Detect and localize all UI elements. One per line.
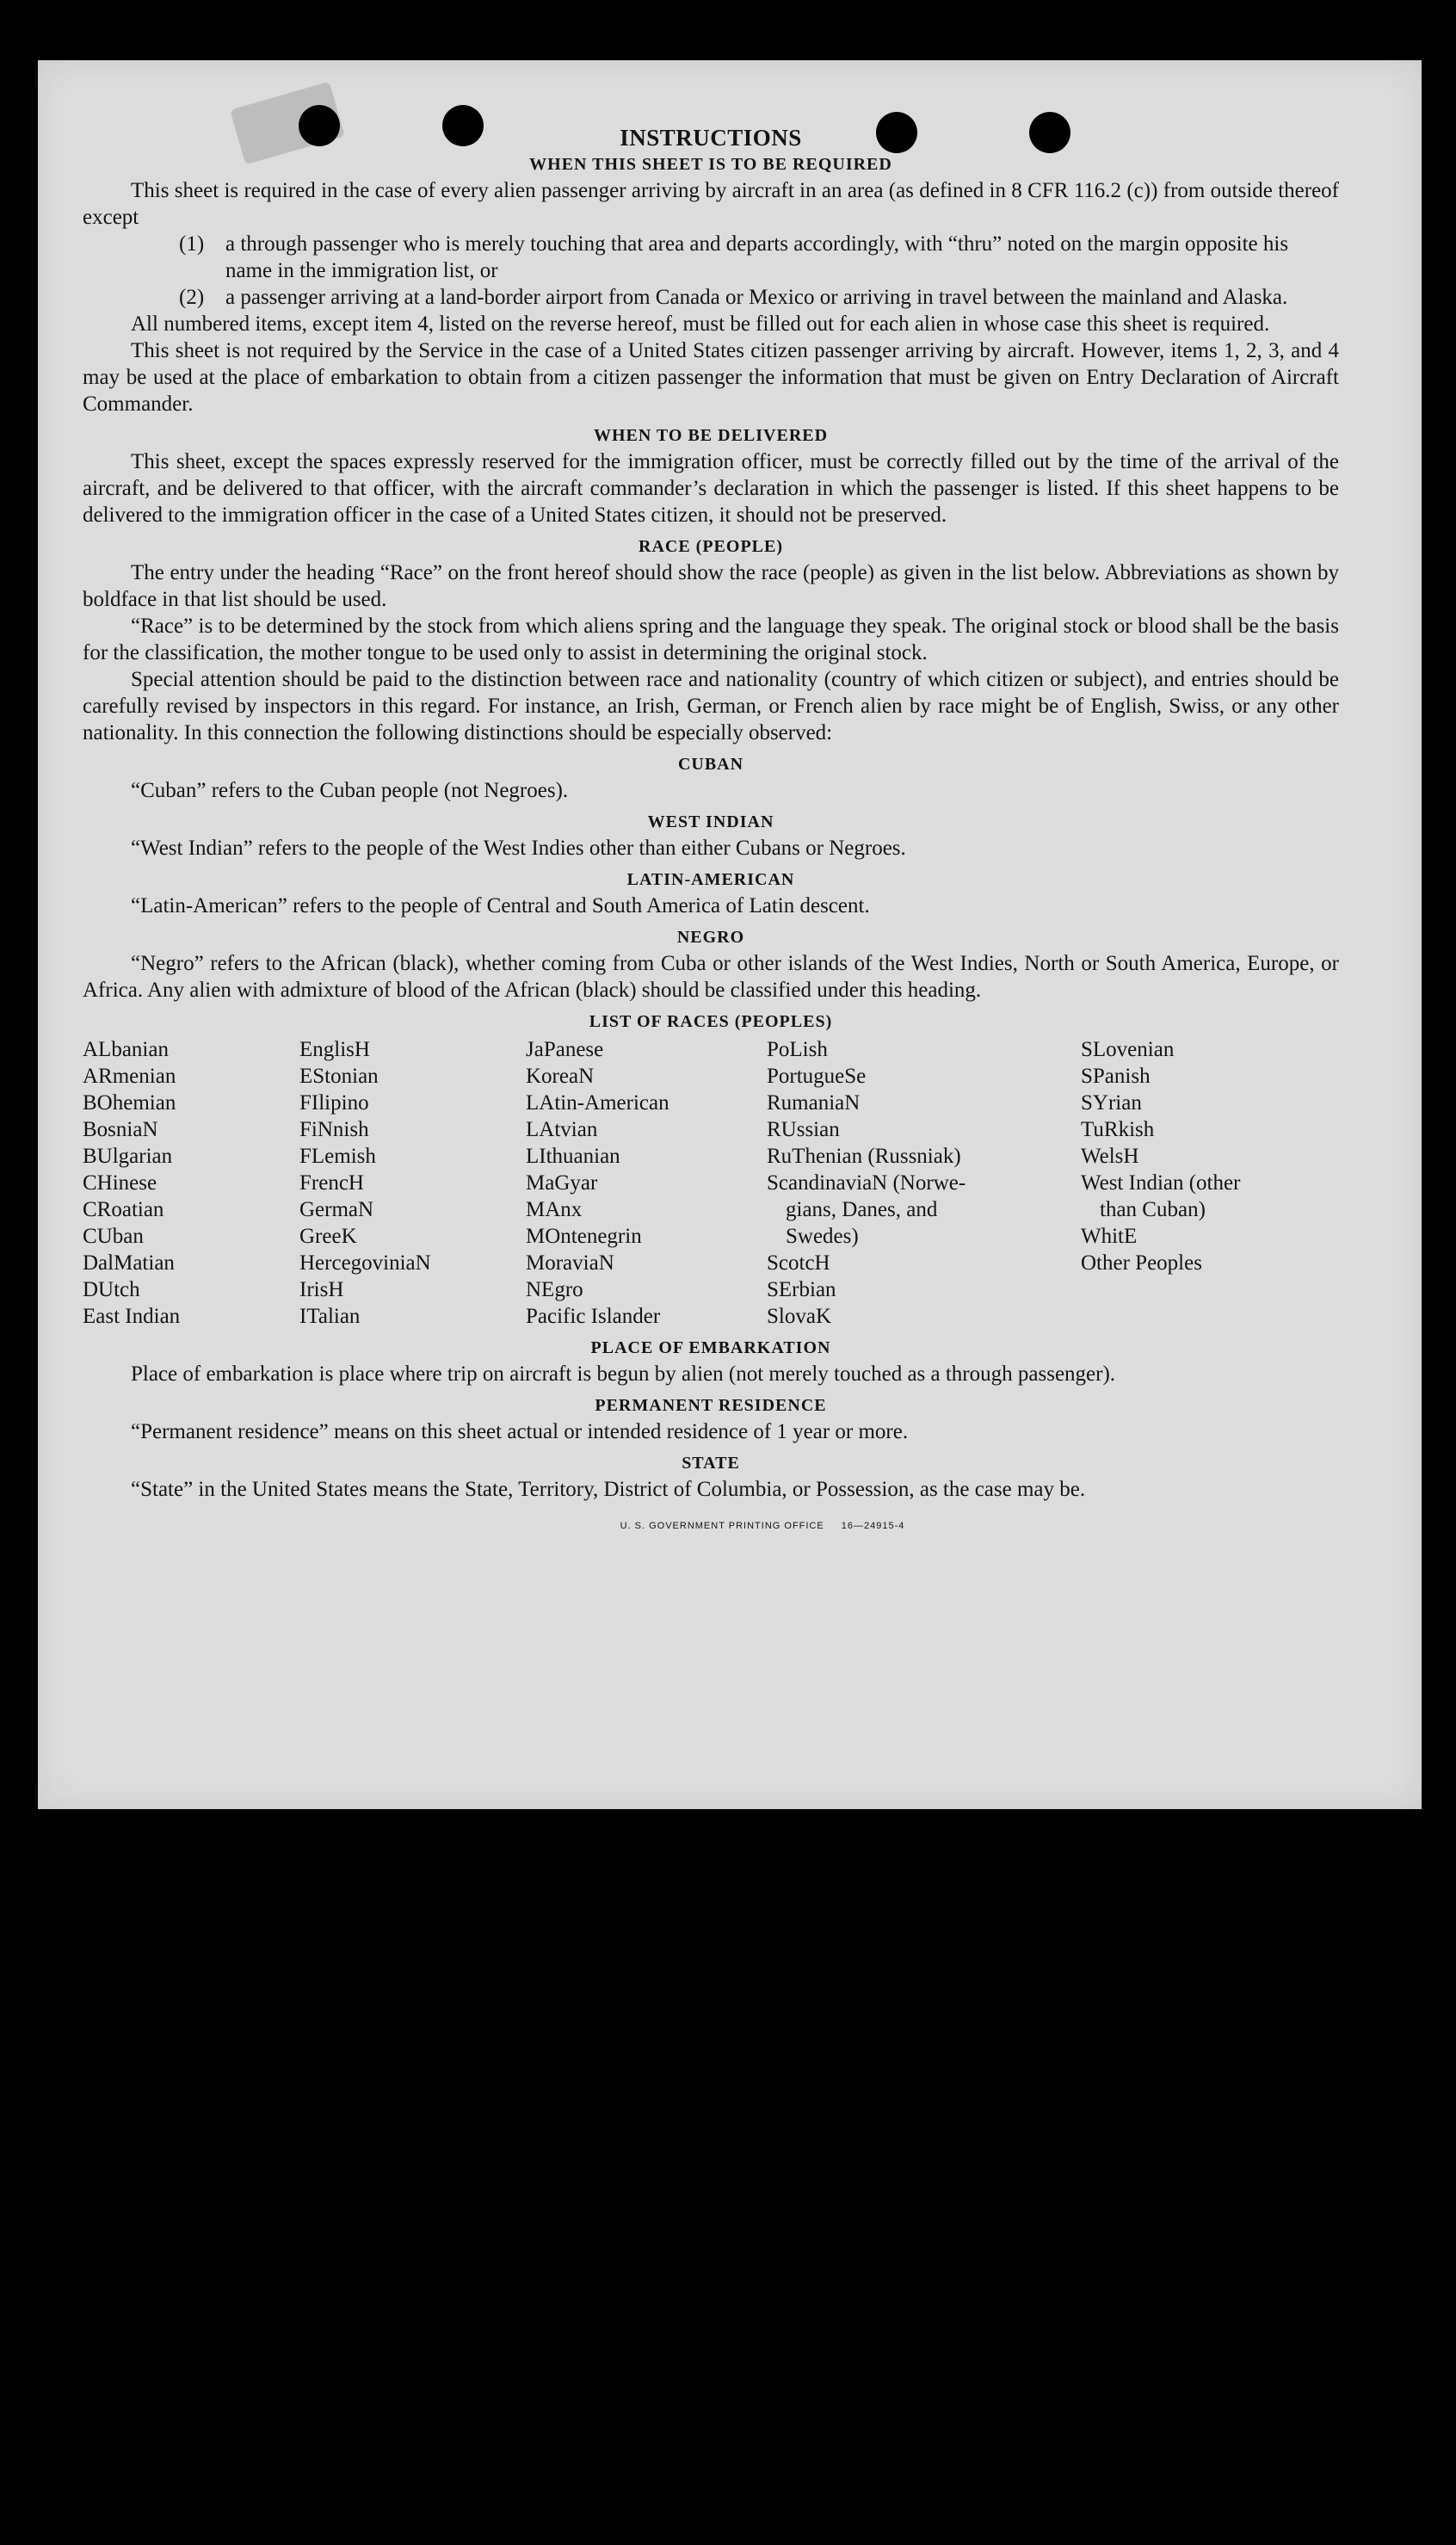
race-entry: NEgro	[526, 1278, 583, 1301]
races-column	[299, 1036, 526, 1330]
numbered-items-paragraph: All numbered items, except item 4, listed on the reverse hereof, must be filled out for each alien in whose case this sheet is required.	[131, 312, 1270, 336]
race-entry: LAtin-American	[526, 1091, 669, 1115]
race-entry: TuRkish	[1081, 1118, 1155, 1141]
race-entry: BUlgarian	[83, 1145, 173, 1168]
race-entry: SYrian	[1081, 1091, 1142, 1115]
race-entry: WelsH	[1081, 1145, 1139, 1168]
race-entry: ALbanian	[83, 1038, 169, 1061]
form-code: 16—24915-4	[841, 1521, 905, 1531]
race-entry: PortugueSe	[767, 1065, 867, 1088]
exception-item	[83, 284, 1339, 311]
list-of-races-heading: LIST OF RACES (PEOPLES)	[589, 1012, 833, 1031]
negro-heading: NEGRO	[676, 928, 745, 947]
race-entry: BOhemian	[83, 1091, 176, 1115]
race-entry: IrisH	[299, 1278, 344, 1301]
when-required-heading: WHEN THIS SHEET IS TO BE REQUIRED	[529, 155, 892, 174]
race-entry: CRoatian	[83, 1198, 164, 1221]
race-entry: RumaniaN	[767, 1091, 861, 1115]
race-entry: ScotcH	[767, 1251, 830, 1275]
when-delivered-heading: WHEN TO BE DELIVERED	[593, 426, 829, 445]
race-entry: Other Peoples	[1081, 1251, 1202, 1275]
race-entry: FIlipino	[299, 1091, 369, 1115]
race-entry: KoreaN	[526, 1065, 595, 1088]
race-entry: DUtch	[83, 1278, 140, 1301]
race-paragraph: “Race” is to be determined by the stock from which aliens spring and the language they speak. The original stock or blood shall be the basis for the classification, the mother tongue to be used only to assist in determining the original stock.	[83, 615, 1339, 664]
embarkation-paragraph: Place of embarkation is place where trip on aircraft is begun by alien (not merely touched as a through passenger).	[131, 1362, 1116, 1386]
race-paragraph: The entry under the heading “Race” on the front hereof should show the race (people) as given in the list below. Abbreviations as shown by boldface in that list should be used.	[83, 561, 1339, 611]
races-table	[83, 1036, 1339, 1330]
race-entry: LAtvian	[526, 1118, 598, 1141]
race-entry: SPanish	[1081, 1065, 1151, 1088]
race-entry: ITalian	[299, 1305, 361, 1328]
citizen-paragraph: This sheet is not required by the Service in the case of a United States citizen passenger arriving by aircraft. However, items 1, 2, 3, and 4 may be used at the place of embarkation to obtain from a citizen passenger the information that must be given on Entry Declaration of Aircraft Commander.	[83, 339, 1339, 416]
printer-name: U. S. GOVERNMENT PRINTING OFFICE	[620, 1521, 824, 1531]
race-entry: Pacific Islander	[526, 1305, 661, 1328]
race-entry: JaPanese	[526, 1038, 604, 1061]
race-entry: WhitE	[1081, 1225, 1138, 1248]
race-entry: MOntenegrin	[526, 1225, 642, 1248]
race-entry: PoLish	[767, 1038, 828, 1061]
page-title: INSTRUCTIONS	[620, 125, 802, 151]
race-entry: SLovenian	[1081, 1038, 1175, 1061]
races-column	[83, 1036, 299, 1330]
exception-text: a through passenger who is merely touching that area and departs accordingly, with “thru” noted on the margin opposite his name in the immigration list, or	[225, 232, 1289, 282]
race-entry: CHinese	[83, 1171, 157, 1195]
exception-number: (1)	[179, 232, 205, 256]
west-indian-heading: WEST INDIAN	[647, 812, 774, 831]
race-entry: RuThenian (Russniak)	[767, 1145, 961, 1168]
race-entry: FLemish	[299, 1145, 376, 1168]
race-paragraph: Special attention should be paid to the distinction between race and nationality (country of which citizen or subject), and entries should be carefully revised by inspectors in this regard. For instance, an Irish, German, or French alien by race might be of English, Swiss, or any other nationality. In this connection the following distinctions should be especially observed:	[83, 668, 1339, 744]
cuban-heading: CUBAN	[677, 755, 744, 774]
race-entry: MaGyar	[526, 1171, 598, 1195]
race-entry: EnglisH	[299, 1038, 370, 1061]
race-entry: than Cuban)	[1100, 1198, 1206, 1221]
race-entry: LIthuanian	[526, 1145, 620, 1168]
race-entry: MAnx	[526, 1198, 583, 1221]
races-column	[767, 1036, 1081, 1330]
when-required-intro: This sheet is required in the case of every alien passenger arriving by aircraft in an area (as defined in 8 CFR 116.2 (c)) from outside thereof except	[83, 179, 1339, 229]
exception-number: (2)	[179, 286, 205, 309]
race-entry: SErbian	[767, 1278, 836, 1301]
exception-text: a passenger arriving at a land-border airport from Canada or Mexico or arriving in travel between the mainland and Alaska.	[225, 286, 1288, 309]
printer-footer	[83, 1513, 1339, 1540]
race-entry: East Indian	[83, 1305, 181, 1328]
race-entry: West Indian (other	[1081, 1171, 1241, 1195]
cuban-paragraph: “Cuban” refers to the Cuban people (not Negroes).	[131, 779, 569, 802]
embarkation-heading: PLACE OF EMBARKATION	[590, 1338, 831, 1357]
latin-american-paragraph: “Latin-American” refers to the people of Central and South America of Latin descent.	[131, 894, 870, 917]
west-indian-paragraph: “West Indian” refers to the people of the West Indies other than either Cubans or Negroes.	[131, 837, 906, 860]
race-entry: GermaN	[299, 1198, 374, 1221]
race-entry: BosniaN	[83, 1118, 158, 1141]
exception-item	[83, 231, 1339, 284]
race-entry: GreeK	[299, 1225, 357, 1248]
race-entry: Swedes)	[786, 1225, 859, 1248]
race-entry: ARmenian	[83, 1065, 176, 1088]
race-entry: FiNnish	[299, 1118, 369, 1141]
residence-heading: PERMANENT RESIDENCE	[595, 1396, 827, 1415]
race-entry: FrencH	[299, 1171, 364, 1195]
race-entry: RUssian	[767, 1118, 840, 1141]
race-entry: EStonian	[299, 1065, 379, 1088]
race-entry: HercegoviniaN	[299, 1251, 431, 1275]
residence-paragraph: “Permanent residence” means on this sheet actual or intended residence of 1 year or more.	[131, 1420, 909, 1443]
race-entry: SlovaK	[767, 1305, 831, 1328]
race-entry: CUban	[83, 1225, 144, 1248]
race-entry: ScandinaviaN (Norwe-	[767, 1171, 966, 1195]
races-column	[1081, 1036, 1339, 1330]
race-entry: gians, Danes, and	[786, 1198, 938, 1221]
race-entry: DalMatian	[83, 1251, 175, 1275]
latin-american-heading: LATIN-AMERICAN	[626, 870, 795, 889]
instructions-content	[83, 124, 1339, 1540]
state-heading: STATE	[682, 1454, 740, 1473]
state-paragraph: “State” in the United States means the State, Territory, District of Columbia, or Possession, as the case may be.	[131, 1478, 1086, 1501]
race-entry: MoraviaN	[526, 1251, 614, 1275]
races-column	[526, 1036, 767, 1330]
negro-paragraph: “Negro” refers to the African (black), whether coming from Cuba or other islands of the West Indies, North or South America, Europe, or Africa. Any alien with admixture of blood of the African (black) should be classified under this heading.	[83, 952, 1339, 1002]
race-heading: RACE (PEOPLE)	[639, 537, 783, 556]
when-delivered-paragraph: This sheet, except the spaces expressly reserved for the immigration officer, must be correctly filled out by the time of the arrival of the aircraft, and be delivered to that officer, with the aircraft commander’s declaration in which the passenger is listed. If this sheet happens to be delivered to the immigration officer in the case of a United States citizen, it should not be preserved.	[83, 450, 1339, 527]
